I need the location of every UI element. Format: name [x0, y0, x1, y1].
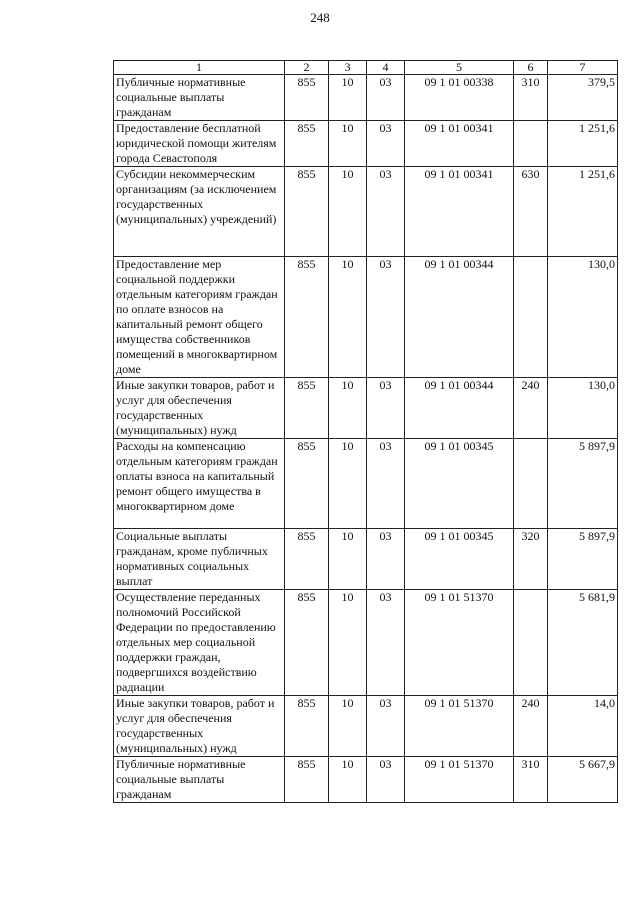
table-row [114, 378, 618, 439]
target-article-cell: 09 1 01 51370 [405, 696, 514, 757]
target-article-cell: 09 1 01 00338 [405, 75, 514, 121]
target-article-cell: 09 1 01 00344 [405, 257, 514, 378]
section-code-cell: 10 [329, 167, 367, 257]
page-number: 248 [310, 10, 330, 25]
expense-type-cell [514, 121, 548, 167]
expense-type-cell: 240 [514, 696, 548, 757]
expense-type-cell: 240 [514, 378, 548, 439]
ministry-code-cell: 855 [285, 378, 329, 439]
amount-cell: 5 667,9 [548, 757, 618, 803]
section-code-cell: 10 [329, 696, 367, 757]
section-code-cell: 10 [329, 121, 367, 167]
ministry-code-cell: 855 [285, 590, 329, 696]
expense-name-cell: Публичные нормативные социальные выплаты гражданам [114, 75, 285, 121]
section-code-cell: 10 [329, 529, 367, 590]
subsection-code-cell: 03 [367, 439, 405, 529]
expense-type-cell: 320 [514, 529, 548, 590]
table-row [114, 757, 618, 803]
amount-cell: 5 897,9 [548, 529, 618, 590]
table-row [114, 529, 618, 590]
expense-type-cell [514, 439, 548, 529]
column-header: 6 [514, 61, 548, 75]
amount-cell: 14,0 [548, 696, 618, 757]
section-code-cell: 10 [329, 757, 367, 803]
section-code-cell: 10 [329, 590, 367, 696]
expense-type-cell [514, 257, 548, 378]
subsection-code-cell: 03 [367, 121, 405, 167]
subsection-code-cell: 03 [367, 378, 405, 439]
expense-type-cell [514, 590, 548, 696]
expense-name-cell: Иные закупки товаров, работ и услуг для обеспечения государственных (муниципальных) нужд [114, 696, 285, 757]
ministry-code-cell: 855 [285, 167, 329, 257]
amount-cell: 1 251,6 [548, 121, 618, 167]
table-row [114, 75, 618, 121]
expense-name-cell: Предоставление мер социальной поддержки отдельным категориям граждан по оплате взносов на капитальный ремонт общего имущества собственников помещений в многоквартирном доме [114, 257, 285, 378]
subsection-code-cell: 03 [367, 696, 405, 757]
table-header-row [114, 61, 618, 75]
ministry-code-cell: 855 [285, 75, 329, 121]
section-code-cell: 10 [329, 378, 367, 439]
subsection-code-cell: 03 [367, 529, 405, 590]
amount-cell: 5 681,9 [548, 590, 618, 696]
expense-name-cell: Предоставление бесплатной юридической помощи жителям города Севастополя [114, 121, 285, 167]
budget-table [113, 60, 618, 803]
subsection-code-cell: 03 [367, 75, 405, 121]
amount-cell: 130,0 [548, 257, 618, 378]
column-header: 4 [367, 61, 405, 75]
section-code-cell: 10 [329, 439, 367, 529]
table-row [114, 439, 618, 529]
expense-type-cell: 310 [514, 757, 548, 803]
section-code-cell: 10 [329, 257, 367, 378]
ministry-code-cell: 855 [285, 529, 329, 590]
ministry-code-cell: 855 [285, 257, 329, 378]
column-header: 5 [405, 61, 514, 75]
expense-name-cell: Расходы на компенсацию отдельным категориям граждан оплаты взноса на капитальный ремонт общего имущества в многоквартирном доме [114, 439, 285, 529]
table-row [114, 257, 618, 378]
expense-name-cell: Публичные нормативные социальные выплаты гражданам [114, 757, 285, 803]
ministry-code-cell: 855 [285, 757, 329, 803]
subsection-code-cell: 03 [367, 757, 405, 803]
amount-cell: 130,0 [548, 378, 618, 439]
table-row [114, 696, 618, 757]
subsection-code-cell: 03 [367, 590, 405, 696]
column-header: 1 [114, 61, 285, 75]
expense-name-cell: Иные закупки товаров, работ и услуг для обеспечения государственных (муниципальных) нужд [114, 378, 285, 439]
target-article-cell: 09 1 01 51370 [405, 757, 514, 803]
table-row [114, 590, 618, 696]
ministry-code-cell: 855 [285, 121, 329, 167]
column-header: 7 [548, 61, 618, 75]
expense-name-cell: Осуществление переданных полномочий Российской Федерации по предоставлению отдельных мер социальной поддержки граждан, подвергшихся воздействию радиации [114, 590, 285, 696]
ministry-code-cell: 855 [285, 439, 329, 529]
target-article-cell: 09 1 01 00345 [405, 439, 514, 529]
table-row [114, 121, 618, 167]
amount-cell: 379,5 [548, 75, 618, 121]
target-article-cell: 09 1 01 00344 [405, 378, 514, 439]
section-code-cell: 10 [329, 75, 367, 121]
expense-type-cell: 630 [514, 167, 548, 257]
ministry-code-cell: 855 [285, 696, 329, 757]
expense-name-cell: Субсидии некоммерческим организациям (за исключением государственных (муниципальных) учреждений) [114, 167, 285, 257]
subsection-code-cell: 03 [367, 167, 405, 257]
target-article-cell: 09 1 01 51370 [405, 590, 514, 696]
expense-name-cell: Социальные выплаты гражданам, кроме публичных нормативных социальных выплат [114, 529, 285, 590]
target-article-cell: 09 1 01 00341 [405, 167, 514, 257]
table-row [114, 167, 618, 257]
target-article-cell: 09 1 01 00341 [405, 121, 514, 167]
column-header: 2 [285, 61, 329, 75]
amount-cell: 5 897,9 [548, 439, 618, 529]
subsection-code-cell: 03 [367, 257, 405, 378]
amount-cell: 1 251,6 [548, 167, 618, 257]
expense-type-cell: 310 [514, 75, 548, 121]
column-header: 3 [329, 61, 367, 75]
target-article-cell: 09 1 01 00345 [405, 529, 514, 590]
